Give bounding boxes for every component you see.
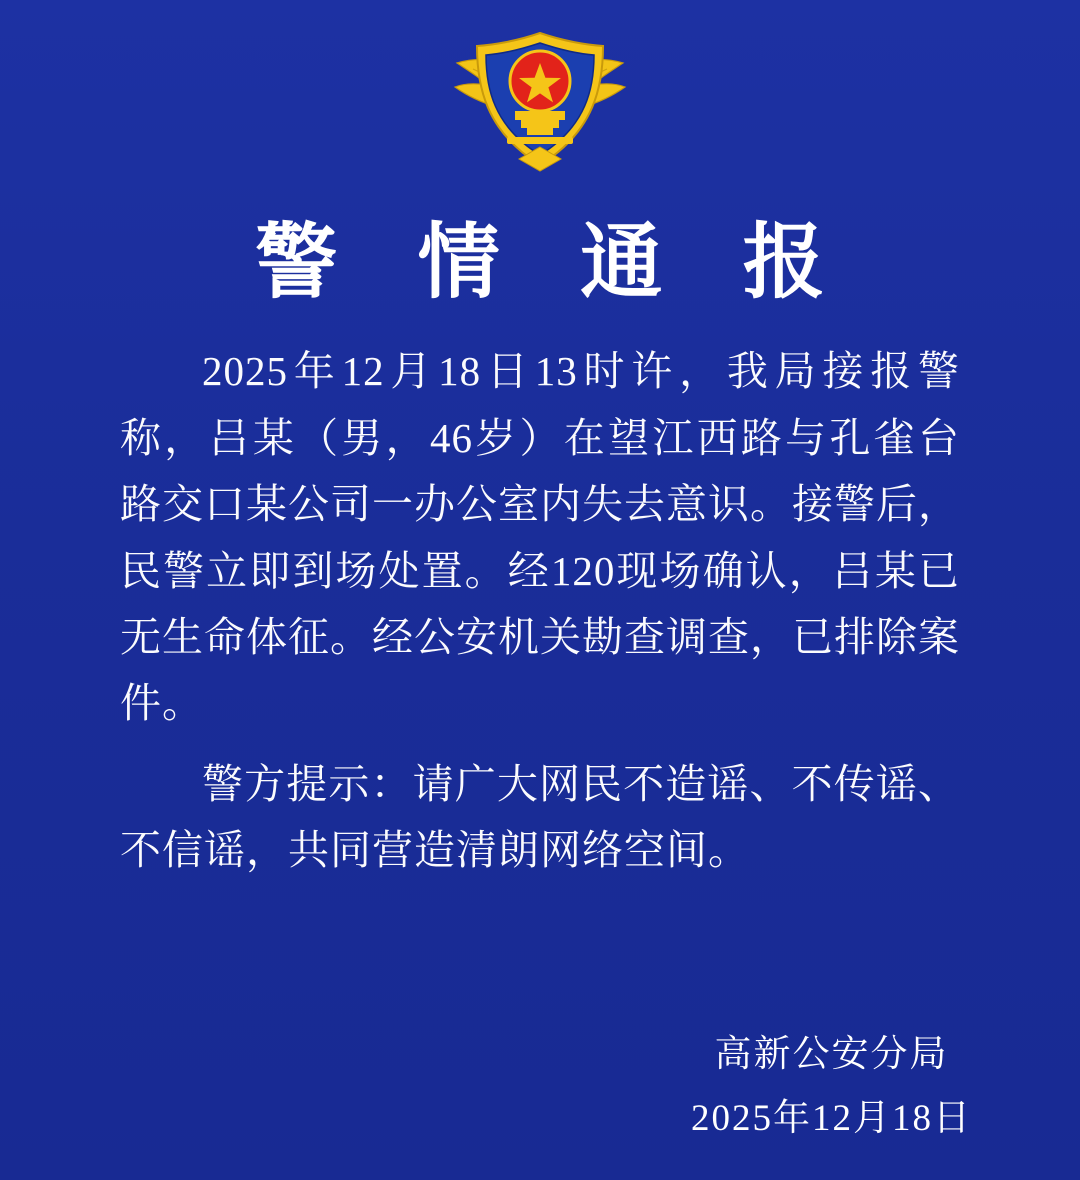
police-emblem-icon xyxy=(435,19,645,199)
notice-paragraph-1: 2025年12月18日13时许，我局接报警称，吕某（男，46岁）在望江西路与孔雀台路交口某公司一办公室内失去意识。接警后，民警立即到场处置。经120现场确认，吕某已无生命体征。经公安机关勘查调查，已排除案件。 xyxy=(120,348,960,727)
notice-paragraph-2: 警方提示：请广大网民不造谣、不传谣、不信谣，共同营造清朗网络空间。 xyxy=(120,760,960,874)
issuing-authority: 高新公安分局 xyxy=(714,1033,949,1075)
signature-block xyxy=(691,1023,972,1153)
police-emblem-container xyxy=(430,14,650,204)
page-title: 警 情 通 报 xyxy=(255,217,855,308)
notice-body xyxy=(120,338,960,889)
issue-date: 2025年12月18日 xyxy=(691,1098,972,1140)
